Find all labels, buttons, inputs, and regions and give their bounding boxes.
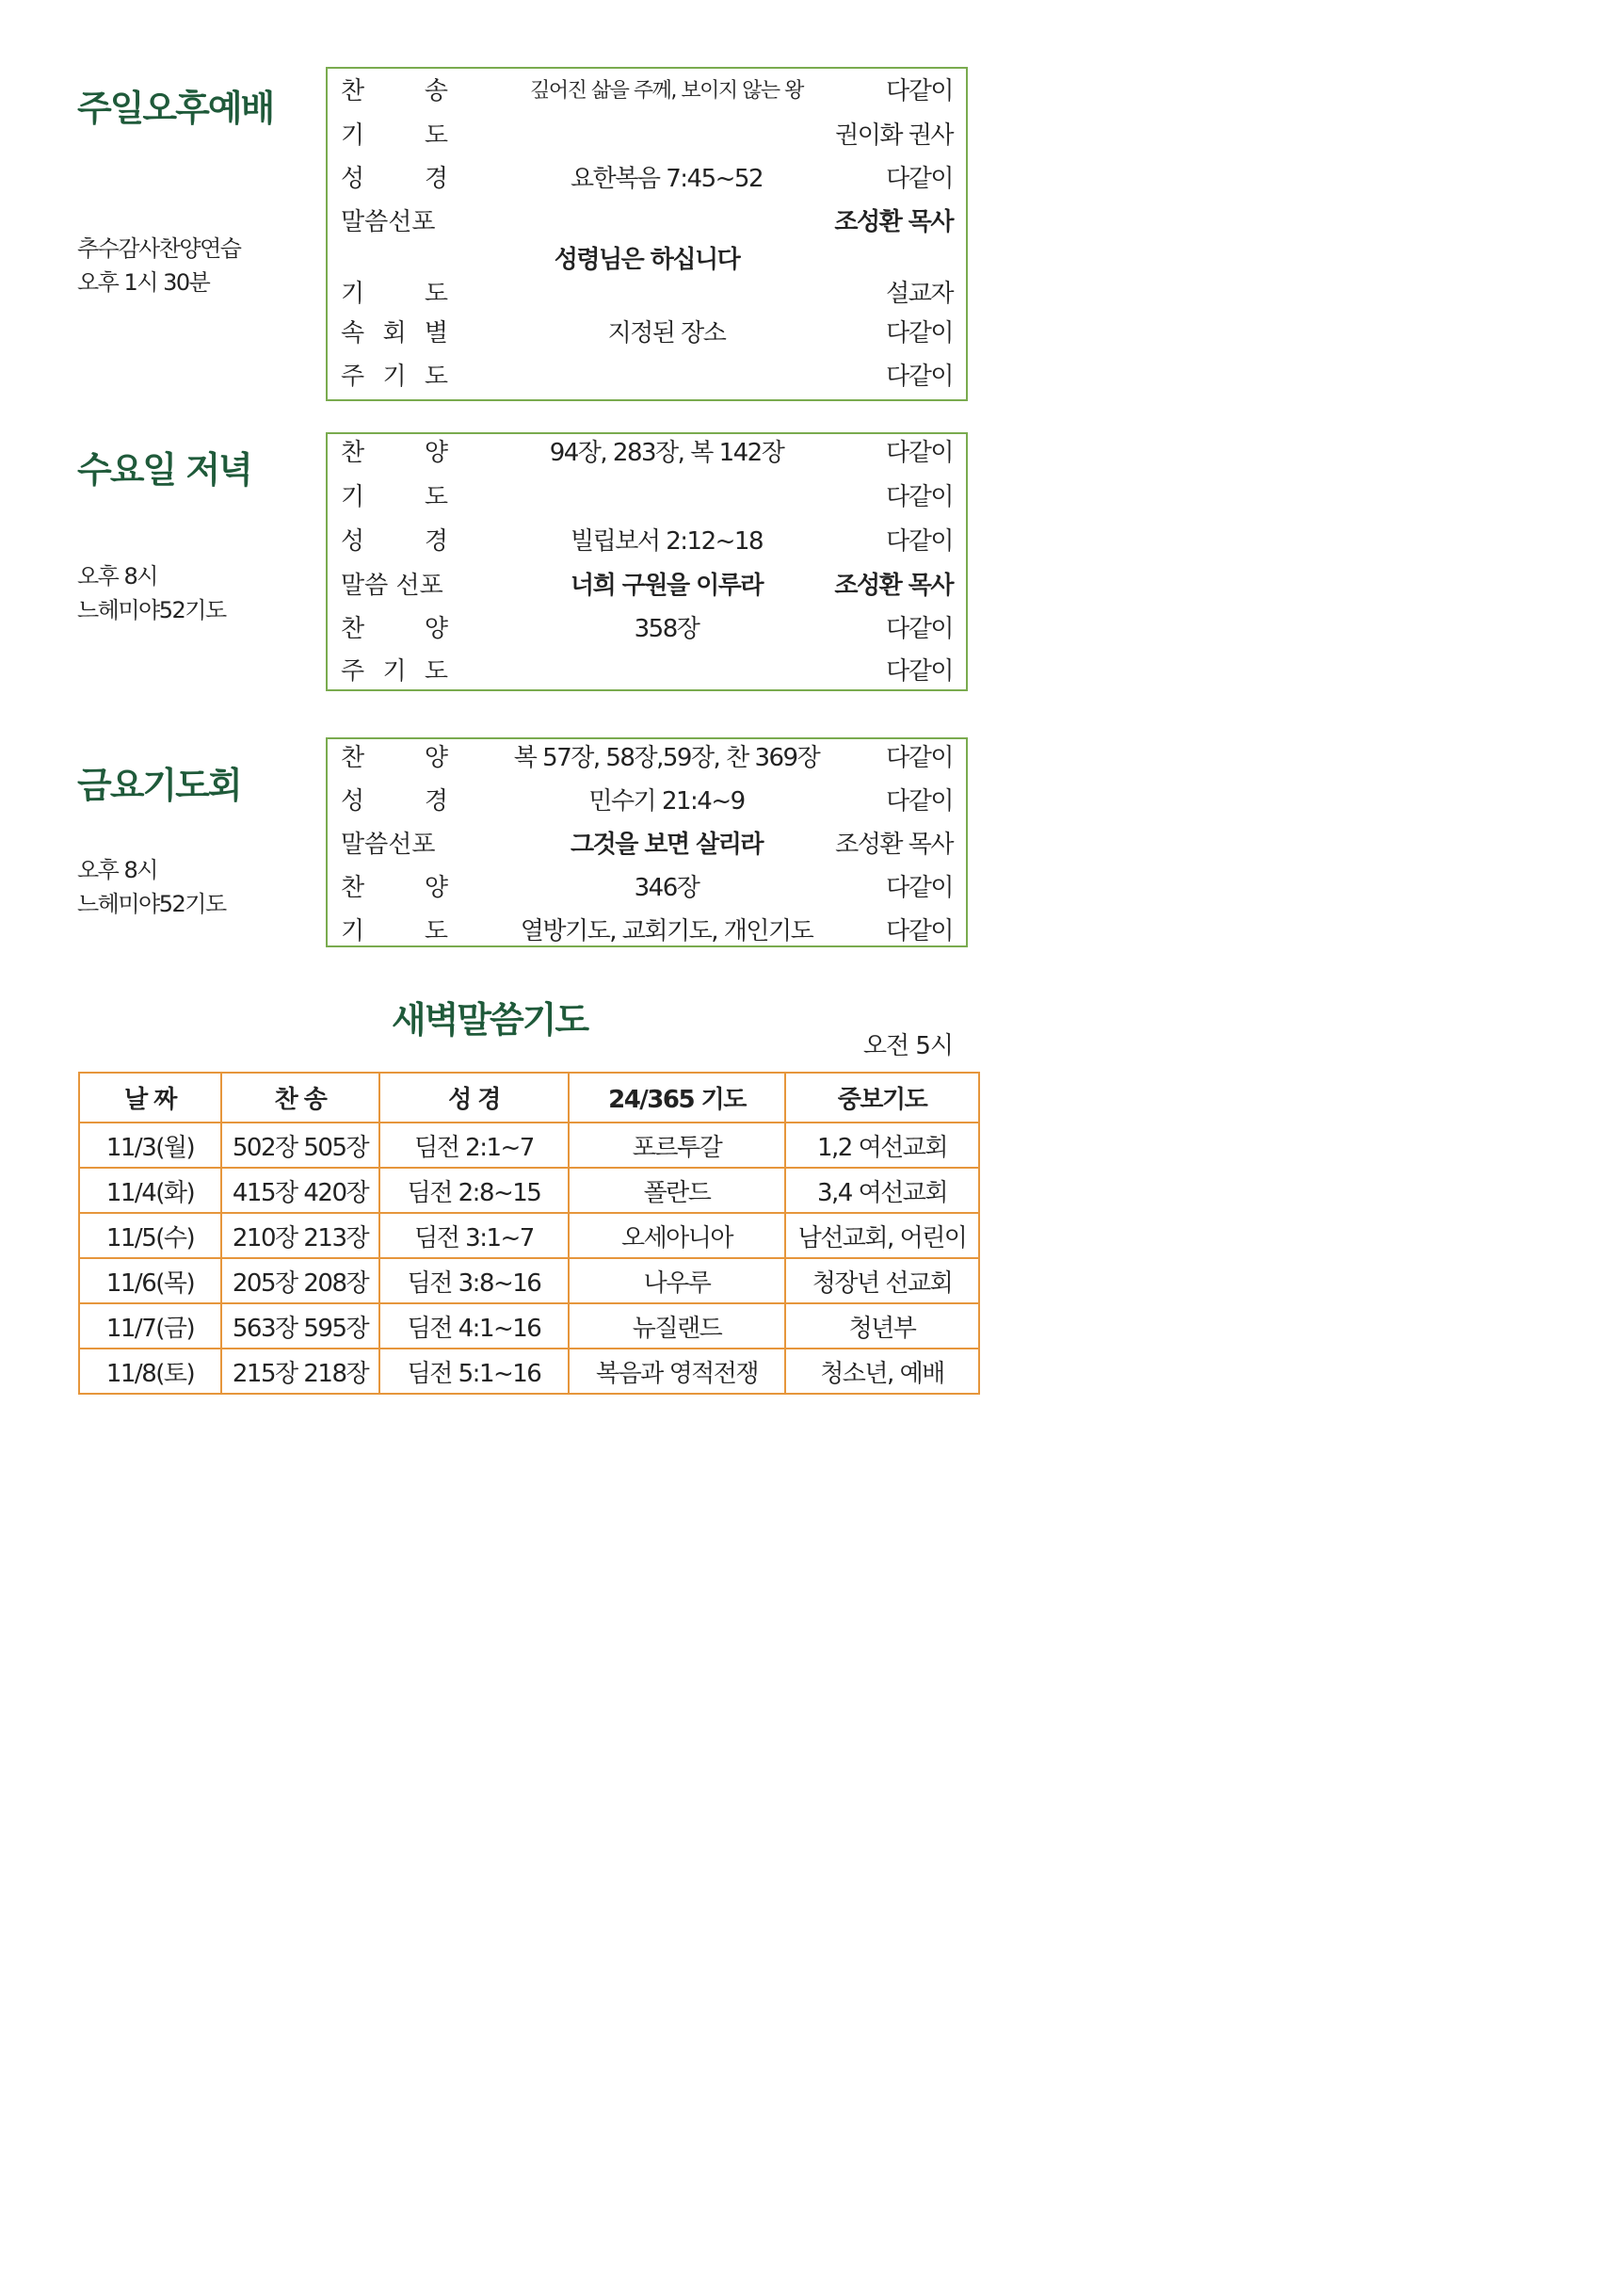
wednesday-section-title: 수요일 저녁: [77, 449, 251, 491]
table-cell: 포르투갈: [569, 1123, 785, 1168]
table-cell: 205장 208장: [221, 1258, 379, 1303]
table-row: [79, 1123, 979, 1168]
label-char: 찬: [341, 439, 365, 467]
service-row: [328, 739, 966, 777]
label-char: 회: [382, 319, 407, 347]
sunday-section-note: [77, 232, 240, 299]
table-cell: 딤전 3:8~16: [379, 1258, 569, 1303]
service-row: [328, 610, 966, 648]
table-cell: 복음과 영적전쟁: [569, 1349, 785, 1394]
service-item-label: [341, 73, 448, 110]
service-item-content: 민수기 21:4~9: [588, 787, 745, 816]
service-item-leader: 다같이: [886, 657, 953, 686]
table-cell: 3,4 여선교회: [785, 1168, 979, 1213]
label-char: 양: [424, 615, 448, 643]
service-item-leader: 다같이: [886, 744, 953, 772]
table-cell: 11/7(금): [79, 1303, 221, 1349]
table-cell: 나우루: [569, 1258, 785, 1303]
table-cell: 청년부: [785, 1303, 979, 1349]
service-row: [328, 478, 966, 516]
note-line: 추수감사찬양연습: [77, 235, 241, 262]
table-row: [79, 1258, 979, 1303]
column-header: 성 경: [379, 1073, 569, 1123]
service-item-content: 너희 구원을 이루라: [570, 572, 764, 600]
label-char: 기: [341, 280, 365, 308]
label-char: 도: [424, 121, 448, 150]
service-item-label: [341, 653, 448, 690]
table-cell: 폴란드: [569, 1168, 785, 1213]
service-item-leader: 조성환 목사: [834, 572, 953, 600]
service-row: [328, 315, 966, 352]
label-char: 양: [424, 744, 448, 772]
table-cell: 청소년, 예배: [785, 1349, 979, 1394]
service-item-label: [341, 869, 448, 907]
dawn-schedule-table: [78, 1072, 980, 1395]
service-item-leader: 다같이: [886, 527, 953, 556]
label-char: 주: [341, 657, 365, 686]
label-char: 양: [424, 439, 448, 467]
wednesday-order-box: [326, 432, 968, 691]
service-item-content: 요한복음 7:45~52: [571, 165, 763, 193]
service-item-label: [341, 160, 448, 198]
table-cell: 215장 218장: [221, 1349, 379, 1394]
service-item-label: [341, 117, 448, 154]
service-row: [328, 913, 966, 950]
service-row: [328, 160, 966, 198]
label-char: 성: [341, 527, 365, 556]
label-char: 기: [382, 657, 407, 686]
service-row: [328, 783, 966, 820]
service-item-label: [341, 913, 448, 950]
service-item-leader: 다같이: [886, 439, 953, 467]
table-cell: 딤전 3:1~7: [379, 1213, 569, 1258]
wednesday-section-note: [77, 559, 226, 627]
service-item-label: [341, 315, 448, 352]
table-cell: 뉴질랜드: [569, 1303, 785, 1349]
table-cell: 11/4(화): [79, 1168, 221, 1213]
table-row: [79, 1349, 979, 1394]
sunday-order-box: [326, 67, 968, 401]
service-item-content: 94장, 283장, 복 142장: [549, 439, 784, 467]
service-item-leader: 다같이: [886, 917, 953, 945]
service-item-content: 지정된 장소: [607, 319, 726, 347]
service-item-content: 358장: [634, 615, 699, 643]
label-char: 경: [424, 165, 448, 193]
note-line: 오후 8시: [77, 563, 157, 590]
table-cell: 딤전 5:1~16: [379, 1349, 569, 1394]
note-line: 오후 1시 30분: [77, 269, 210, 296]
note-line: 느헤미야52기도: [77, 891, 226, 917]
service-row: [328, 869, 966, 907]
label-char: 성: [341, 787, 365, 816]
note-line: 느헤미야52기도: [77, 597, 226, 623]
table-cell: 563장 595장: [221, 1303, 379, 1349]
service-item-leader: 다같이: [886, 787, 953, 816]
label-char: 도: [424, 657, 448, 686]
column-header: 24/365 기도: [569, 1073, 785, 1123]
dawn-section-title: 새벽말씀기도: [391, 999, 588, 1041]
label-char: 기: [382, 363, 407, 391]
service-item-label: [341, 203, 448, 241]
table-row: [79, 1303, 979, 1349]
service-item-content: 열방기도, 교회기도, 개인기도: [520, 917, 813, 945]
service-row: [328, 203, 966, 241]
table-cell: 11/5(수): [79, 1213, 221, 1258]
table-cell: 415장 420장: [221, 1168, 379, 1213]
service-item-leader: 다같이: [886, 874, 953, 902]
table-cell: 11/3(월): [79, 1123, 221, 1168]
table-cell: 딤전 4:1~16: [379, 1303, 569, 1349]
service-row: [328, 117, 966, 154]
table-cell: 210장 213장: [221, 1213, 379, 1258]
sermon-title: 성령님은 하십니다: [554, 246, 740, 274]
label-char: 송: [424, 77, 448, 105]
table-cell: 11/8(토): [79, 1349, 221, 1394]
sunday-section-title: 주일오후예배: [77, 88, 274, 129]
service-item-leader: 권이화 권사: [835, 121, 953, 150]
service-item-leader: 다같이: [886, 165, 953, 193]
label-char: 말씀 선포: [341, 572, 443, 600]
service-item-leader: 다같이: [886, 615, 953, 643]
table-cell: 남선교회, 어린이: [785, 1213, 979, 1258]
service-item-leader: 설교자: [886, 280, 953, 308]
table-cell: 딤전 2:1~7: [379, 1123, 569, 1168]
service-item-label: [341, 567, 448, 605]
label-char: 기: [341, 483, 365, 511]
label-char: 경: [424, 527, 448, 556]
table-header-row: [79, 1073, 979, 1123]
service-row: [328, 653, 966, 690]
service-row: [328, 523, 966, 560]
label-char: 말씀선포: [341, 208, 436, 236]
service-item-leader: 다같이: [886, 483, 953, 511]
service-item-label: [341, 610, 448, 648]
label-char: 성: [341, 165, 365, 193]
table-cell: 청장년 선교회: [785, 1258, 979, 1303]
friday-section-title: 금요기도회: [77, 765, 241, 806]
table-cell: 오세아니아: [569, 1213, 785, 1258]
label-char: 찬: [341, 874, 365, 902]
service-item-label: [341, 275, 448, 313]
column-header: 중보기도: [785, 1073, 979, 1123]
label-char: 기: [341, 121, 365, 150]
label-char: 경: [424, 787, 448, 816]
service-item-label: [341, 358, 448, 396]
friday-section-note: [77, 853, 226, 921]
service-row: [328, 358, 966, 396]
service-item-content: 복 57장, 58장,59장, 찬 369장: [513, 744, 820, 772]
label-char: 찬: [341, 77, 365, 105]
label-char: 도: [424, 483, 448, 511]
service-item-label: [341, 783, 448, 820]
label-char: 말씀선포: [341, 831, 436, 859]
table-cell: 1,2 여선교회: [785, 1123, 979, 1168]
service-item-leader: 다같이: [886, 363, 953, 391]
label-char: 찬: [341, 744, 365, 772]
service-item-content: 그것을 보면 살리라: [570, 831, 764, 859]
service-row: [328, 275, 966, 313]
service-row: [328, 826, 966, 864]
label-char: 기: [341, 917, 365, 945]
label-char: 별: [424, 319, 448, 347]
service-row: [328, 434, 966, 472]
label-char: 도: [424, 280, 448, 308]
service-row: [328, 567, 966, 605]
table-cell: 딤전 2:8~15: [379, 1168, 569, 1213]
label-char: 주: [341, 363, 365, 391]
service-item-content: 346장: [634, 874, 699, 902]
label-char: 속: [341, 319, 365, 347]
service-item-leader: 조성환 목사: [835, 831, 953, 859]
dawn-time: 오전 5시: [862, 1032, 953, 1060]
service-item-content: 깊어진 삶을 주께, 보이지 않는 왕: [530, 79, 803, 103]
column-header: 찬 송: [221, 1073, 379, 1123]
service-item-label: [341, 434, 448, 472]
table-cell: 502장 505장: [221, 1123, 379, 1168]
column-header: 날 짜: [79, 1073, 221, 1123]
service-item-label: [341, 739, 448, 777]
note-line: 오후 8시: [77, 857, 157, 883]
table-cell: 11/6(목): [79, 1258, 221, 1303]
label-char: 도: [424, 917, 448, 945]
label-char: 도: [424, 363, 448, 391]
service-item-content: 빌립보서 2:12~18: [571, 527, 763, 556]
service-item-label: [341, 523, 448, 560]
label-char: 양: [424, 874, 448, 902]
label-char: 찬: [341, 615, 365, 643]
friday-order-box: [326, 737, 968, 947]
service-item-leader: 다같이: [886, 77, 953, 105]
service-item-leader: 다같이: [886, 319, 953, 347]
service-item-label: [341, 826, 448, 864]
service-row: [328, 73, 966, 110]
service-item-leader: 조성환 목사: [834, 208, 953, 236]
service-item-label: [341, 478, 448, 516]
table-row: [79, 1168, 979, 1213]
table-row: [79, 1213, 979, 1258]
